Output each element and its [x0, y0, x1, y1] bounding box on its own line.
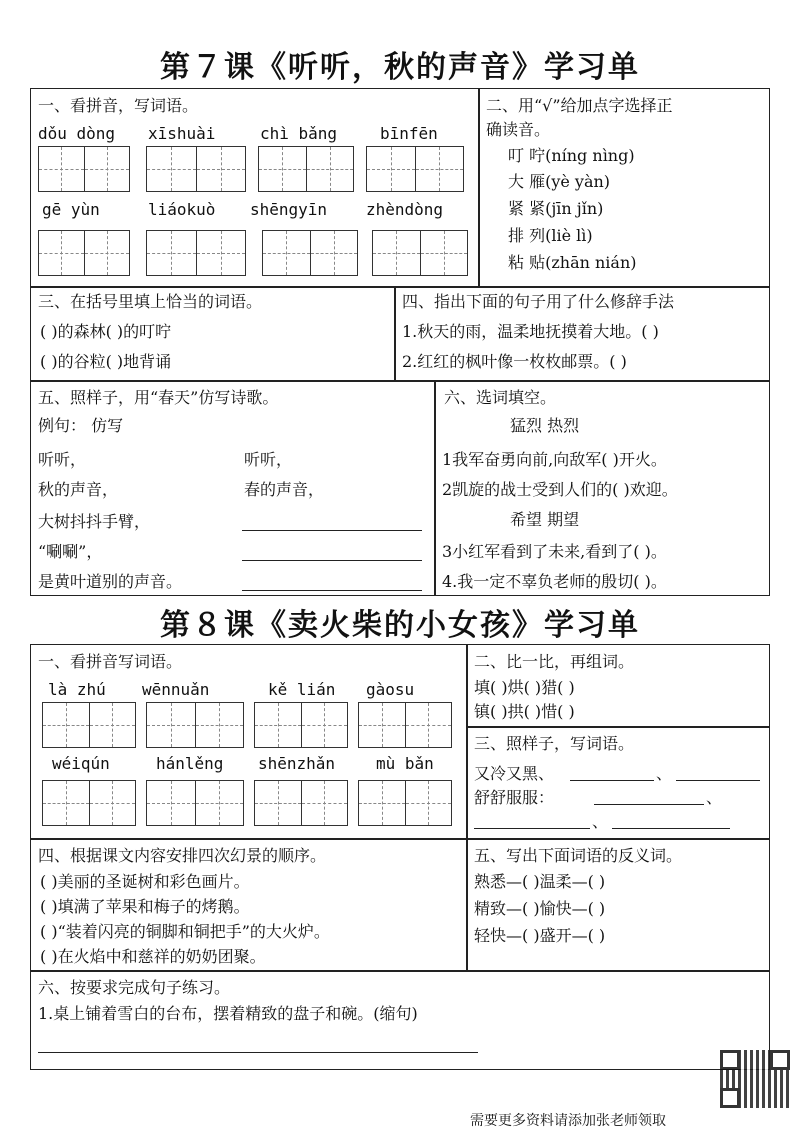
l8-s4-heading: 四、根据课文内容安排四次幻景的顺序。: [38, 846, 327, 865]
l7-s5-heading: 五、照样子，用“春天”仿写诗歌。: [38, 388, 279, 407]
l7-pinyin-6: liáokuò: [148, 200, 216, 219]
l8-write-grid-5[interactable]: [42, 780, 136, 826]
l8-s3-blank-2[interactable]: [676, 780, 760, 781]
l8-write-grid-3[interactable]: [254, 702, 348, 748]
l8-s5-heading: 五、写出下面词语的反义词。: [474, 846, 683, 865]
l8-pinyin-5: wéiqún: [52, 754, 110, 773]
qr-code-icon: [720, 1050, 790, 1108]
l8-s3-sep-2: 、: [706, 788, 723, 807]
l7-s3-heading: 三、在括号里填上恰当的词语。: [38, 292, 263, 311]
l8-s4-item-1[interactable]: ( )美丽的圣诞树和彩色画片。: [40, 872, 250, 891]
l8-s3-sep-3: 、: [592, 812, 609, 831]
l7-pinyin-1: dǒu dòng: [38, 124, 116, 143]
l7-s5-line2a: 秋的声音，: [38, 480, 119, 499]
l8-s4-item-3[interactable]: ( )“装着闪亮的铜脚和铜把手”的大火炉。: [40, 922, 330, 941]
l7-pinyin-8: zhèndòng: [366, 200, 444, 219]
l8-pinyin-6: hánlěng: [156, 754, 224, 773]
l8-write-grid-1[interactable]: [42, 702, 136, 748]
l7-s6-words-1: 猛烈 热烈: [510, 416, 580, 435]
l7-s2-item-3[interactable]: 紧 紧(jīn jǐn): [508, 199, 604, 218]
l7-pinyin-4: bīnfēn: [380, 124, 438, 143]
l8-pinyin-7: shēnzhǎn: [258, 754, 336, 773]
l7-write-grid-6[interactable]: [146, 230, 246, 276]
l7-pinyin-2: xīshuài: [148, 124, 216, 143]
l7-s2-item-4[interactable]: 排 列(liè lì): [508, 226, 593, 245]
l7-s4-q1[interactable]: 1.秋天的雨，温柔地抚摸着大地。( ): [402, 322, 659, 341]
l8-s2-line-2[interactable]: 镇( )拱( )惜( ): [474, 702, 575, 721]
l7-write-grid-7[interactable]: [262, 230, 358, 276]
l7-s3-line-2[interactable]: ( )的谷粒( )地背诵: [40, 352, 172, 371]
l8-pinyin-3: kě lián: [268, 680, 336, 699]
l8-s1-heading: 一、看拼音写词语。: [38, 652, 183, 671]
l7-s4-q2[interactable]: 2.红红的枫叶像一枚枚邮票。( ): [402, 352, 627, 371]
l7-s5-line5: 是黄叶道别的声音。: [38, 572, 183, 591]
l7-s2-item-2[interactable]: 大 雁(yè yàn): [508, 172, 611, 191]
l8-pinyin-2: wēnnuǎn: [142, 680, 210, 699]
l8-write-grid-6[interactable]: [146, 780, 244, 826]
l8-s3-line-2: 舒舒服服：: [474, 788, 555, 807]
l7-s5-line4: “唰唰”，: [38, 542, 103, 561]
l8-s4-item-2[interactable]: ( )填满了苹果和梅子的烤鹅。: [40, 897, 250, 916]
l8-s5-item-1[interactable]: 熟悉—( )温柔—( ): [474, 872, 606, 891]
l8-s3-blank-5[interactable]: [612, 828, 730, 829]
l8-s3-sep-1: 、: [656, 764, 673, 783]
l7-write-grid-5[interactable]: [38, 230, 130, 276]
l7-s5-blank-2[interactable]: [242, 560, 422, 561]
l8-s3-blank-3[interactable]: [594, 804, 704, 805]
l7-s2-item-5[interactable]: 粘 贴(zhān nián): [508, 253, 637, 272]
l8-s6-q1: 1.桌上铺着雪白的台布，摆着精致的盘子和碗。(缩句): [38, 1004, 418, 1023]
l8-s5-item-2[interactable]: 精致—( )愉快—( ): [474, 899, 606, 918]
l8-s3-line-1: 又冷又黑、: [474, 764, 555, 783]
l7-s5-example: 例句： 仿写: [38, 416, 124, 435]
l8-s3-heading: 三、照样子，写词语。: [474, 734, 635, 753]
l8-s4-item-4[interactable]: ( )在火焰中和慈祥的奶奶团聚。: [40, 947, 266, 966]
l8-write-grid-7[interactable]: [254, 780, 348, 826]
l7-s5-line1b: 听听，: [244, 450, 293, 469]
l7-s4-heading: 四、指出下面的句子用了什么修辞手法: [402, 292, 675, 311]
l7-write-grid-2[interactable]: [146, 146, 246, 192]
l8-pinyin-8: mù bǎn: [376, 754, 434, 773]
footer-note: 需要更多资料请添加张老师领取: [470, 1113, 666, 1129]
l8-s6-answer-line[interactable]: [38, 1052, 478, 1053]
l7-s2-heading: 二、用“√”给加点字选择正: [486, 96, 673, 115]
l7-s2-item-1[interactable]: 叮 咛(níng nìng): [508, 146, 635, 165]
l7-write-grid-1[interactable]: [38, 146, 130, 192]
l8-s5-item-3[interactable]: 轻快—( )盛开—( ): [474, 926, 606, 945]
l8-write-grid-8[interactable]: [358, 780, 452, 826]
l7-pinyin-5: gē yùn: [42, 200, 100, 219]
l7-s6-q1[interactable]: 1我军奋勇向前,向敌军( )开火。: [442, 450, 667, 469]
lesson8-title: 第８课《卖火柴的小女孩》学习单: [160, 608, 640, 643]
l8-pinyin-1: là zhú: [48, 680, 106, 699]
l8-s6-heading: 六、按要求完成句子练习。: [38, 978, 231, 997]
l7-s6-q3[interactable]: 3小红军看到了未来,看到了( )。: [442, 542, 667, 561]
l8-pinyin-4: gàosu: [366, 680, 415, 699]
l7-write-grid-3[interactable]: [258, 146, 354, 192]
l7-write-grid-4[interactable]: [366, 146, 464, 192]
l7-s5-blank-1[interactable]: [242, 530, 422, 531]
l7-s2-heading-cont: 确读音。: [486, 120, 551, 139]
l7-s6-words-2: 希望 期望: [510, 510, 580, 529]
l8-s2-heading: 二、比一比，再组词。: [474, 652, 635, 671]
l8-write-grid-4[interactable]: [358, 702, 452, 748]
l7-s5-blank-3[interactable]: [242, 590, 422, 591]
l7-s5-line3: 大树抖抖手臂，: [38, 512, 151, 531]
l7-s1-heading: 一、看拼音，写词语。: [38, 96, 199, 115]
lesson7-title: 第７课《听听，秋的声音》学习单: [160, 50, 640, 85]
l8-write-grid-2[interactable]: [146, 702, 244, 748]
l7-pinyin-7: shēngyīn: [250, 200, 328, 219]
l7-s5-line1a: 听听，: [38, 450, 87, 469]
l7-s6-q4[interactable]: 4.我一定不辜负老师的殷切( )。: [442, 572, 667, 591]
l8-s2-line-1[interactable]: 填( )烘( )猎( ): [474, 678, 575, 697]
l7-s5-line2b: 春的声音，: [244, 480, 325, 499]
l7-pinyin-3: chì bǎng: [260, 124, 338, 143]
l7-write-grid-8[interactable]: [372, 230, 468, 276]
l8-s3-blank-1[interactable]: [570, 780, 654, 781]
l7-s6-q2[interactable]: 2凯旋的战士受到人们的( )欢迎。: [442, 480, 678, 499]
l8-s3-blank-4[interactable]: [474, 828, 590, 829]
l7-s6-heading: 六、选词填空。: [444, 388, 557, 407]
l7-s3-line-1[interactable]: ( )的森林( )的叮咛: [40, 322, 172, 341]
